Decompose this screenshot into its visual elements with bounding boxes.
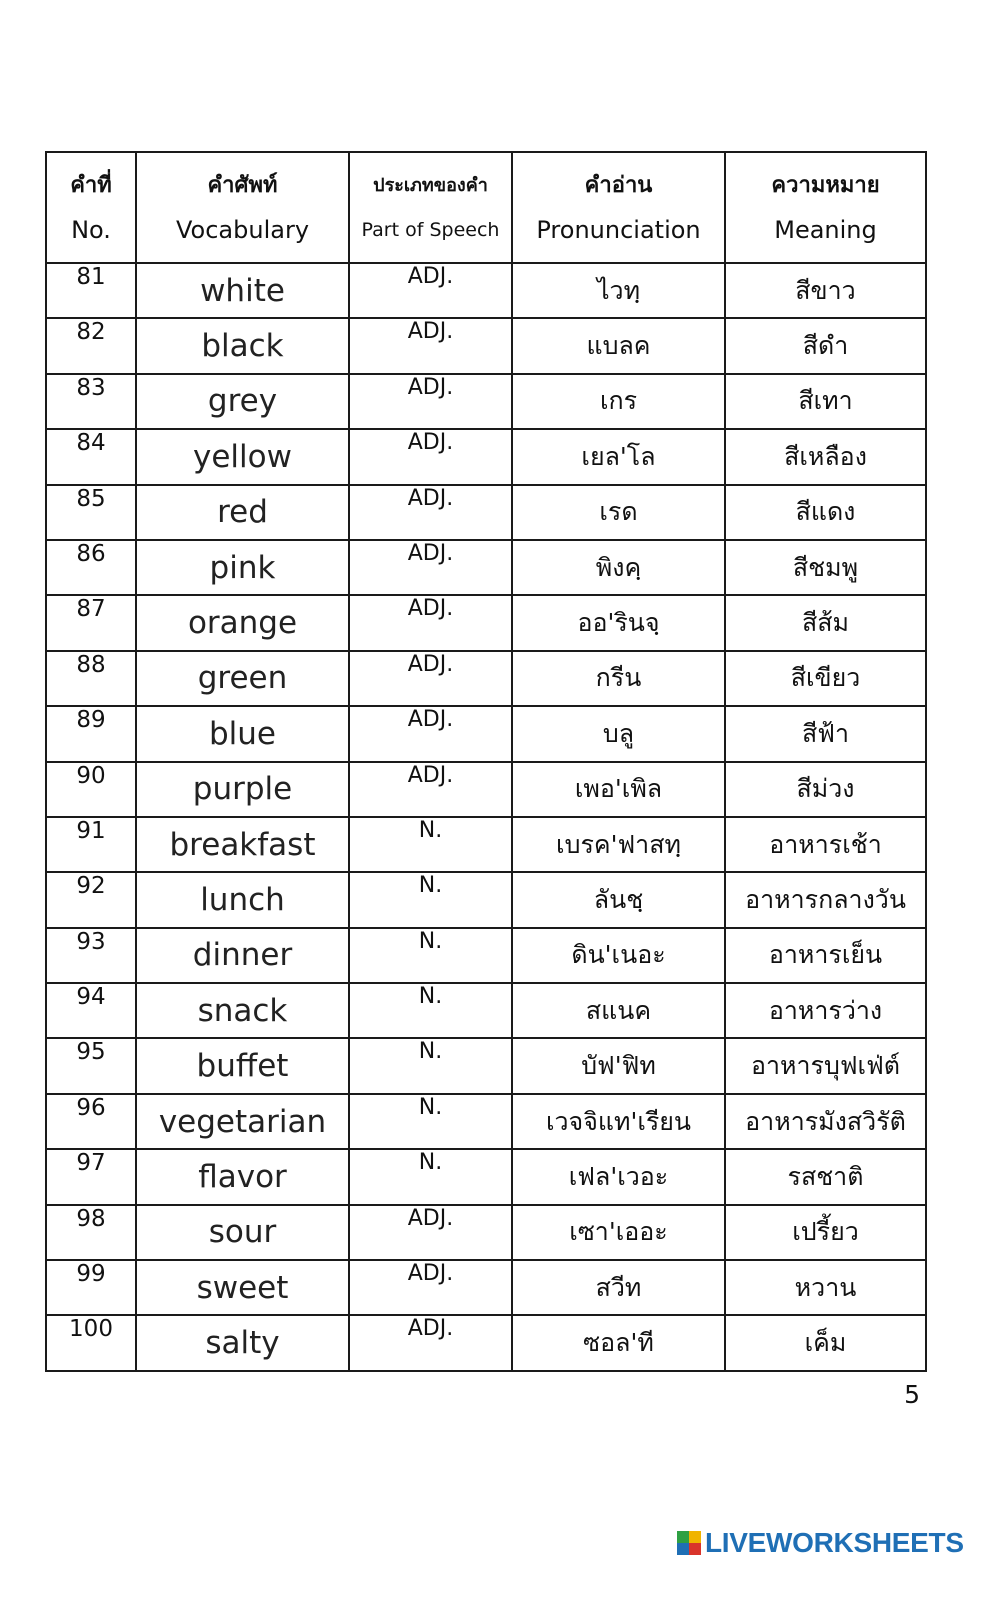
table-row (46, 485, 926, 540)
header-no (46, 152, 136, 263)
row-part-of-speech: ADJ. (349, 1205, 512, 1260)
row-vocabulary: flavor (136, 1149, 349, 1204)
table-body (46, 263, 926, 1371)
row-part-of-speech: N. (349, 983, 512, 1038)
header-pronunciation-th: คำอ่าน (584, 172, 653, 198)
row-part-of-speech: N. (349, 928, 512, 983)
table-row (46, 429, 926, 484)
row-part-of-speech: ADJ. (349, 762, 512, 817)
header-vocabulary-en: Vocabulary (175, 215, 310, 244)
row-meaning: สีเขียว (725, 651, 926, 706)
table-row (46, 1260, 926, 1315)
row-number: 82 (46, 318, 136, 373)
liveworksheets-logo-icon (677, 1531, 701, 1555)
liveworksheets-wordmark: LIVEWORKSHEETS (705, 1527, 964, 1558)
row-meaning: สีฟ้า (725, 706, 926, 761)
row-meaning: สีเหลือง (725, 429, 926, 484)
row-vocabulary: blue (136, 706, 349, 761)
row-part-of-speech: ADJ. (349, 318, 512, 373)
row-vocabulary: salty (136, 1315, 349, 1370)
row-number: 83 (46, 374, 136, 429)
table-row (46, 318, 926, 373)
row-vocabulary: sour (136, 1205, 349, 1260)
header-part-of-speech-th: ประเภทของคำ (373, 174, 488, 196)
row-meaning: หวาน (725, 1260, 926, 1315)
row-vocabulary: breakfast (136, 817, 349, 872)
row-pronunciation: สวีท (512, 1260, 725, 1315)
table-row (46, 374, 926, 429)
row-meaning: สีม่วง (725, 762, 926, 817)
row-number: 86 (46, 540, 136, 595)
row-pronunciation: เฟล'เวอะ (512, 1149, 725, 1204)
row-part-of-speech: ADJ. (349, 540, 512, 595)
row-pronunciation: ซอล'ที (512, 1315, 725, 1370)
table-row (46, 706, 926, 761)
row-number: 99 (46, 1260, 136, 1315)
logo-square-3 (677, 1543, 689, 1555)
row-vocabulary: snack (136, 983, 349, 1038)
row-number: 91 (46, 817, 136, 872)
table-row (46, 595, 926, 650)
header-pronunciation (512, 152, 725, 263)
table-row (46, 540, 926, 595)
row-pronunciation: เรด (512, 485, 725, 540)
row-pronunciation: กรีน (512, 651, 725, 706)
row-vocabulary: vegetarian (136, 1094, 349, 1149)
row-vocabulary: green (136, 651, 349, 706)
row-meaning: อาหารเช้า (725, 817, 926, 872)
row-pronunciation: เบรค'ฟาสทฺ (512, 817, 725, 872)
row-number: 85 (46, 485, 136, 540)
row-meaning: อาหารมังสวิรัติ (725, 1094, 926, 1149)
row-part-of-speech: ADJ. (349, 706, 512, 761)
row-meaning: เค็ม (725, 1315, 926, 1370)
row-part-of-speech: N. (349, 1038, 512, 1093)
row-meaning: อาหารเย็น (725, 928, 926, 983)
header-no-th: คำที่ (70, 172, 112, 198)
header-part-of-speech-en: Part of Speech (361, 218, 500, 241)
row-meaning: สีเทา (725, 374, 926, 429)
logo-square-2 (689, 1531, 701, 1543)
row-pronunciation: เกร (512, 374, 725, 429)
vocabulary-table (45, 151, 927, 1372)
table-row (46, 817, 926, 872)
row-number: 92 (46, 872, 136, 927)
page-number: 5 (904, 1380, 920, 1409)
row-number: 95 (46, 1038, 136, 1093)
row-part-of-speech: ADJ. (349, 1260, 512, 1315)
table-header (46, 152, 926, 263)
row-number: 84 (46, 429, 136, 484)
table-row (46, 1038, 926, 1093)
row-pronunciation: เพอ'เพิล (512, 762, 725, 817)
header-no-en: No. (71, 215, 111, 244)
header-meaning (725, 152, 926, 263)
table-row (46, 762, 926, 817)
header-meaning-en: Meaning (774, 215, 877, 244)
row-pronunciation: เยล'โล (512, 429, 725, 484)
table-row (46, 872, 926, 927)
row-number: 81 (46, 263, 136, 318)
row-part-of-speech: N. (349, 872, 512, 927)
table-row (46, 983, 926, 1038)
row-pronunciation: เวจจิแท'เรียน (512, 1094, 725, 1149)
row-part-of-speech: N. (349, 817, 512, 872)
row-meaning: อาหารว่าง (725, 983, 926, 1038)
row-meaning: สีขาว (725, 263, 926, 318)
row-vocabulary: grey (136, 374, 349, 429)
header-meaning-th: ความหมาย (771, 172, 880, 198)
row-meaning: อาหารบุฟเฟ่ต์ (725, 1038, 926, 1093)
table-row (46, 263, 926, 318)
row-meaning: รสชาติ (725, 1149, 926, 1204)
row-vocabulary: sweet (136, 1260, 349, 1315)
row-meaning: สีชมพู (725, 540, 926, 595)
table-row (46, 651, 926, 706)
row-meaning: เปรี้ยว (725, 1205, 926, 1260)
row-part-of-speech: ADJ. (349, 1315, 512, 1370)
row-pronunciation: สแนค (512, 983, 725, 1038)
row-part-of-speech: N. (349, 1094, 512, 1149)
row-vocabulary: black (136, 318, 349, 373)
row-part-of-speech: ADJ. (349, 485, 512, 540)
liveworksheets-brand (677, 1527, 964, 1559)
row-pronunciation: แบลค (512, 318, 725, 373)
row-number: 94 (46, 983, 136, 1038)
row-number: 88 (46, 651, 136, 706)
row-part-of-speech: ADJ. (349, 374, 512, 429)
row-vocabulary: red (136, 485, 349, 540)
table-row (46, 1149, 926, 1204)
header-row (46, 152, 926, 263)
row-vocabulary: white (136, 263, 349, 318)
row-number: 98 (46, 1205, 136, 1260)
row-number: 89 (46, 706, 136, 761)
table-row (46, 1205, 926, 1260)
header-pronunciation-en: Pronunciation (536, 215, 701, 244)
table-row (46, 928, 926, 983)
row-vocabulary: yellow (136, 429, 349, 484)
header-part-of-speech (349, 152, 512, 263)
row-pronunciation: ไวทฺ (512, 263, 725, 318)
table-row (46, 1094, 926, 1149)
row-vocabulary: dinner (136, 928, 349, 983)
row-pronunciation: ดิน'เนอะ (512, 928, 725, 983)
row-vocabulary: buffet (136, 1038, 349, 1093)
row-meaning: สีแดง (725, 485, 926, 540)
table-row (46, 1315, 926, 1370)
row-vocabulary: pink (136, 540, 349, 595)
row-part-of-speech: N. (349, 1149, 512, 1204)
row-vocabulary: purple (136, 762, 349, 817)
row-pronunciation: บัฟ'ฟิท (512, 1038, 725, 1093)
row-part-of-speech: ADJ. (349, 263, 512, 318)
row-number: 93 (46, 928, 136, 983)
header-vocabulary-th: คำศัพท์ (207, 172, 278, 198)
row-pronunciation: ลันชฺ (512, 872, 725, 927)
row-number: 100 (46, 1315, 136, 1370)
row-pronunciation: เซา'เออะ (512, 1205, 725, 1260)
row-pronunciation: ออ'รินจฺ (512, 595, 725, 650)
header-vocabulary (136, 152, 349, 263)
row-part-of-speech: ADJ. (349, 651, 512, 706)
row-pronunciation: บลู (512, 706, 725, 761)
logo-square-4 (689, 1543, 701, 1555)
row-number: 96 (46, 1094, 136, 1149)
row-vocabulary: lunch (136, 872, 349, 927)
row-number: 87 (46, 595, 136, 650)
logo-square-1 (677, 1531, 689, 1543)
row-part-of-speech: ADJ. (349, 429, 512, 484)
row-part-of-speech: ADJ. (349, 595, 512, 650)
row-vocabulary: orange (136, 595, 349, 650)
row-meaning: สีส้ม (725, 595, 926, 650)
row-pronunciation: พิงคฺ (512, 540, 725, 595)
row-number: 90 (46, 762, 136, 817)
row-meaning: อาหารกลางวัน (725, 872, 926, 927)
row-number: 97 (46, 1149, 136, 1204)
row-meaning: สีดำ (725, 318, 926, 373)
